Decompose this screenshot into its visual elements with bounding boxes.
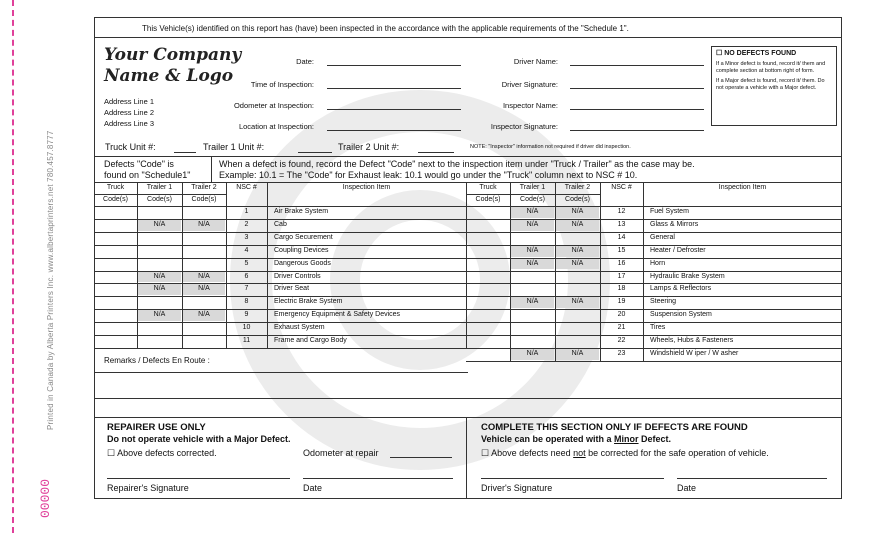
truck-code-cell[interactable] xyxy=(467,297,509,308)
table-header-divider xyxy=(94,194,226,195)
inspection-item-label: Hydraulic Brake System xyxy=(650,272,725,280)
truck-code-cell[interactable] xyxy=(467,323,509,334)
nsc-number: 3 xyxy=(244,233,249,241)
inspection-item-label: Driver Controls xyxy=(274,272,321,280)
inspection-item-label: Coupling Devices xyxy=(274,246,329,254)
truck-code-cell[interactable] xyxy=(95,310,136,321)
driver-date-line[interactable] xyxy=(677,478,827,479)
table-header-right-5: Inspection Item xyxy=(718,184,767,191)
field-line-left-1[interactable] xyxy=(327,65,461,66)
no-defects-major-text: If a Major defect is found, record it/ them. Do not operate a vehicle with a Major defect. xyxy=(716,78,825,91)
inspection-item-label: Fuel System xyxy=(650,208,689,215)
nsc-number: 18 xyxy=(617,285,626,293)
trailer2-code-cell: N/A xyxy=(556,349,599,360)
nsc-number: 6 xyxy=(244,272,249,280)
truck-code-cell[interactable] xyxy=(467,207,509,218)
table-header-left-2: Trailer 1 xyxy=(146,184,173,191)
nsc-number: 1 xyxy=(244,208,249,215)
trailer1-code-cell: N/A xyxy=(138,284,181,295)
minor-check-emphasis: not xyxy=(573,448,586,458)
field-label-left-1: Date: xyxy=(296,57,314,66)
defects-instruction-1: When a defect is found, record the Defect "Code" next to the inspection item under "Truck / Trailer" as the case may be. xyxy=(219,159,695,169)
truck-code-cell[interactable] xyxy=(95,207,136,218)
inspection-item-label: Cargo Securement xyxy=(274,233,333,241)
trailer2-code-cell[interactable] xyxy=(556,284,599,295)
remarks-line[interactable] xyxy=(94,372,468,373)
trailer2-code-cell: N/A xyxy=(183,272,225,283)
trailer1-unit-label: Trailer 1 Unit #: xyxy=(203,142,265,152)
trailer2-code-cell[interactable] xyxy=(183,259,225,270)
inspector-note: NOTE: "Inspector" information not required if driver did inspection. xyxy=(470,144,631,150)
trailer2-code-cell: N/A xyxy=(183,220,225,231)
serial-number: 00000 xyxy=(38,478,53,518)
table-subheader-left-2: Code(s) xyxy=(147,196,172,203)
trailer2-code-cell: N/A xyxy=(183,310,225,321)
field-line-left-2[interactable] xyxy=(327,88,461,89)
nsc-number: 5 xyxy=(244,259,249,267)
table-subheader-left-1: Code(s) xyxy=(103,196,128,203)
trailer1-code-cell[interactable] xyxy=(511,336,554,347)
trailer2-code-cell[interactable] xyxy=(556,336,599,347)
field-line-right-2[interactable] xyxy=(570,88,704,89)
nsc-number: 4 xyxy=(244,246,249,254)
inspection-item-label: Glass & Mirrors xyxy=(650,220,699,228)
trailer1-code-cell[interactable] xyxy=(511,233,554,244)
remarks-label: Remarks / Defects En Route : xyxy=(104,356,210,365)
trailer2-code-cell[interactable] xyxy=(183,233,225,244)
inspection-item-label: Horn xyxy=(650,259,666,267)
trailer2-code-cell: N/A xyxy=(556,220,599,231)
divider xyxy=(211,156,212,182)
truck-code-cell[interactable] xyxy=(95,246,136,257)
address-line-1: Address Line 1 xyxy=(104,97,155,106)
no-defects-minor-text: If a Minor defect is found, record it/ them and complete section at bottom right of form. xyxy=(716,61,826,74)
trailer2-code-cell[interactable] xyxy=(183,323,225,334)
table-subheader-right-3: Code(s) xyxy=(565,196,590,203)
nsc-number: 21 xyxy=(617,324,626,332)
nsc-number: 14 xyxy=(617,233,626,241)
nsc-number: 12 xyxy=(617,208,626,215)
driver-signature-label: Driver's Signature xyxy=(481,483,553,493)
truck-code-cell[interactable] xyxy=(467,272,509,283)
trailer1-code-cell[interactable] xyxy=(138,336,181,347)
odometer-at-repair-field[interactable] xyxy=(390,457,452,458)
inspection-item-label: Electric Brake System xyxy=(274,298,343,306)
field-line-left-3[interactable] xyxy=(327,109,461,110)
inspection-item-label: Lamps & Reflectors xyxy=(650,285,712,293)
repairer-date-line[interactable] xyxy=(303,478,453,479)
field-line-right-4[interactable] xyxy=(570,130,704,131)
trailer1-code-cell: N/A xyxy=(511,259,554,270)
trailer1-code-cell: N/A xyxy=(511,297,554,308)
minor-line-emphasis: Minor xyxy=(614,434,639,444)
field-label-right-3: Inspector Name: xyxy=(502,101,558,110)
table-row-divider xyxy=(94,348,466,349)
trailer2-code-cell[interactable] xyxy=(556,310,599,321)
trailer1-code-cell: N/A xyxy=(511,349,554,360)
truck-code-cell[interactable] xyxy=(95,323,136,334)
truck-code-cell[interactable] xyxy=(95,284,136,295)
table-header-right-4: NSC # xyxy=(611,184,632,191)
trailer1-code-cell: N/A xyxy=(511,246,554,257)
truck-unit-label: Truck Unit #: xyxy=(105,142,156,152)
truck-unit-field[interactable] xyxy=(174,152,196,153)
truck-code-cell[interactable] xyxy=(467,349,509,360)
trailer2-code-cell: N/A xyxy=(556,246,599,257)
table-header-left-1: Truck xyxy=(106,184,125,191)
minor-line-pre: Vehicle can be operated with a xyxy=(481,434,615,444)
field-label-left-2: Time of Inspection: xyxy=(250,80,314,89)
trailer2-code-cell[interactable] xyxy=(183,207,225,218)
inspection-item-label: Wheels, Hubs & Fasteners xyxy=(650,337,734,344)
divider xyxy=(94,156,842,157)
field-label-right-2: Driver Signature: xyxy=(501,80,558,89)
truck-code-cell[interactable] xyxy=(467,259,509,270)
truck-code-cell[interactable] xyxy=(467,336,509,347)
trailer1-code-cell: N/A xyxy=(511,220,554,231)
inspection-item-label: Frame and Cargo Body xyxy=(274,337,347,344)
table-row-divider xyxy=(466,361,842,362)
trailer1-code-cell[interactable] xyxy=(138,207,181,218)
inspection-item-label: Tires xyxy=(650,324,666,332)
trailer1-code-cell[interactable] xyxy=(511,323,554,334)
field-label-right-4: Inspector Signature: xyxy=(490,122,558,131)
nsc-number: 22 xyxy=(617,337,626,344)
defects-code-label-2: found on "Schedule1" xyxy=(104,170,191,180)
divider xyxy=(466,417,467,499)
minor-defects-checkbox[interactable] xyxy=(481,448,769,459)
odometer-at-repair-label: Odometer at repair xyxy=(303,448,379,458)
trailer1-code-cell[interactable] xyxy=(511,310,554,321)
trailer1-code-cell[interactable] xyxy=(138,259,181,270)
truck-code-cell[interactable] xyxy=(95,233,136,244)
no-defects-title: NO DEFECTS FOUND xyxy=(724,50,797,57)
repairer-signature-line[interactable] xyxy=(107,478,290,479)
field-line-right-1[interactable] xyxy=(570,65,704,66)
truck-code-cell[interactable] xyxy=(467,220,509,231)
nsc-number: 13 xyxy=(617,220,626,228)
trailer1-code-cell[interactable] xyxy=(138,323,181,334)
trailer1-code-cell: N/A xyxy=(138,310,181,321)
repairer-warning: Do not operate vehicle with a Major Defect. xyxy=(107,434,291,444)
truck-code-cell[interactable] xyxy=(467,233,509,244)
nsc-number: 11 xyxy=(242,337,251,344)
divider xyxy=(94,398,842,399)
minor-section-line xyxy=(481,434,671,444)
table-header-right-1: Truck xyxy=(479,184,497,191)
company-name-line2: Name & Logo xyxy=(104,66,234,86)
trailer1-code-cell[interactable] xyxy=(138,233,181,244)
divider xyxy=(94,37,842,38)
address-line-2: Address Line 2 xyxy=(104,108,155,117)
trailer2-code-cell[interactable] xyxy=(556,233,599,244)
trailer1-code-cell: N/A xyxy=(138,220,181,231)
no-defects-box xyxy=(711,46,837,126)
driver-date-label: Date xyxy=(677,483,697,493)
perforation-line xyxy=(12,0,14,533)
truck-code-cell[interactable] xyxy=(95,297,136,308)
table-top-border xyxy=(467,182,842,183)
trailer1-code-cell: N/A xyxy=(511,207,554,218)
truck-code-cell[interactable] xyxy=(95,336,136,347)
divider xyxy=(94,417,842,418)
table-header-right-3: Trailer 2 xyxy=(564,184,591,191)
company-name-line1: Your Company xyxy=(104,45,242,65)
truck-code-cell[interactable] xyxy=(95,272,136,283)
trailer2-code-cell: N/A xyxy=(183,284,225,295)
trailer2-code-cell: N/A xyxy=(556,259,599,270)
field-line-left-4[interactable] xyxy=(327,130,461,131)
trailer1-code-cell[interactable] xyxy=(511,284,554,295)
table-header-right-2: Trailer 1 xyxy=(519,184,546,191)
inspection-item-label: Suspension System xyxy=(650,311,712,319)
trailer2-code-cell: N/A xyxy=(556,207,599,218)
trailer2-code-cell[interactable] xyxy=(183,246,225,257)
trailer2-unit-label: Trailer 2 Unit #: xyxy=(338,142,400,152)
table-subheader-right-1: Code(s) xyxy=(475,196,501,203)
truck-code-cell[interactable] xyxy=(95,259,136,270)
table-header-left-5: Inspection Item xyxy=(342,184,391,191)
inspection-item-label: Dangerous Goods xyxy=(274,259,331,267)
inspection-item-label: Windshield W iper / W asher xyxy=(650,349,739,357)
nsc-number: 19 xyxy=(617,298,626,306)
defects-instruction-2: Example: 10.1 = The "Code" for Exhaust leak: 10.1 would go under the "Truck" column next to NSC # 10. xyxy=(219,170,638,180)
address-line-3: Address Line 3 xyxy=(104,119,155,128)
truck-code-cell[interactable] xyxy=(467,246,509,257)
defects-code-label-1: Defects "Code" is xyxy=(104,159,174,169)
trailer2-unit-field[interactable] xyxy=(418,152,454,153)
defects-corrected-checkbox[interactable]: ☐ Above defects corrected. xyxy=(107,448,217,458)
inspection-item-label: Air Brake System xyxy=(274,208,329,215)
field-line-right-3[interactable] xyxy=(570,109,704,110)
minor-check-post: be corrected for the safe operation of vehicle. xyxy=(585,448,769,458)
inspection-item-label: Emergency Equipment & Safety Devices xyxy=(274,311,401,319)
printer-credit: Printed in Canada by Alberta Printers Inc. www.albertaprinters.net 780.457.8777 xyxy=(46,130,55,430)
inspection-item-label: Steering xyxy=(650,298,677,306)
inspection-item-label: Exhaust System xyxy=(274,324,325,332)
inspection-item-label: General xyxy=(650,233,675,241)
nsc-number: 9 xyxy=(244,311,249,319)
repairer-date-label: Date xyxy=(303,483,323,493)
nsc-number: 7 xyxy=(244,285,249,293)
nsc-number: 16 xyxy=(617,259,626,267)
nsc-number: 20 xyxy=(617,311,626,319)
table-subheader-left-3: Code(s) xyxy=(191,196,217,203)
inspection-item-label: Driver Seat xyxy=(274,285,310,293)
truck-code-cell[interactable] xyxy=(95,220,136,231)
table-subheader-right-2: Code(s) xyxy=(520,196,545,203)
minor-section-title: COMPLETE THIS SECTION ONLY IF DEFECTS ARE FOUND xyxy=(481,422,748,433)
repairer-title: REPAIRER USE ONLY xyxy=(107,422,206,433)
nsc-number: 17 xyxy=(617,272,626,280)
trailer1-unit-field[interactable] xyxy=(298,152,332,153)
inspection-item-label: Heater / Defroster xyxy=(650,246,706,254)
table-header-left-4: NSC # xyxy=(236,184,257,191)
trailer1-code-cell[interactable] xyxy=(138,246,181,257)
field-label-left-3: Odometer at Inspection: xyxy=(233,101,314,110)
table-header-left-3: Trailer 2 xyxy=(191,184,217,191)
field-label-right-1: Driver Name: xyxy=(513,57,558,66)
trailer1-code-cell[interactable] xyxy=(511,272,554,283)
minor-line-post: Defect. xyxy=(638,434,672,444)
trailer2-code-cell[interactable] xyxy=(183,297,225,308)
driver-signature-line[interactable] xyxy=(481,478,664,479)
trailer2-code-cell[interactable] xyxy=(556,323,599,334)
nsc-number: 23 xyxy=(617,349,626,357)
trailer1-code-cell: N/A xyxy=(138,272,181,283)
nsc-number: 2 xyxy=(244,220,249,228)
no-defects-checkbox[interactable]: ☐ xyxy=(716,50,723,57)
truck-code-cell[interactable] xyxy=(467,310,509,321)
inspection-item-label: Cab xyxy=(274,220,287,228)
inspection-statement: This Vehicle(s) identified on this report has (have) been inspected in the accordance with the applicable requirements of the "Schedule 1". xyxy=(142,24,629,33)
truck-code-cell[interactable] xyxy=(467,284,509,295)
trailer2-code-cell: N/A xyxy=(556,297,599,308)
trailer2-code-cell[interactable] xyxy=(556,272,599,283)
nsc-number: 8 xyxy=(244,298,249,306)
field-label-left-4: Location at Inspection: xyxy=(238,122,314,131)
nsc-number: 15 xyxy=(617,246,626,254)
repairer-signature-label: Repairer's Signature xyxy=(107,483,189,493)
table-header-divider xyxy=(466,194,600,195)
trailer2-code-cell[interactable] xyxy=(183,336,225,347)
minor-check-pre: ☐ Above defects need xyxy=(481,448,574,458)
nsc-number: 10 xyxy=(242,324,251,332)
trailer1-code-cell[interactable] xyxy=(138,297,181,308)
